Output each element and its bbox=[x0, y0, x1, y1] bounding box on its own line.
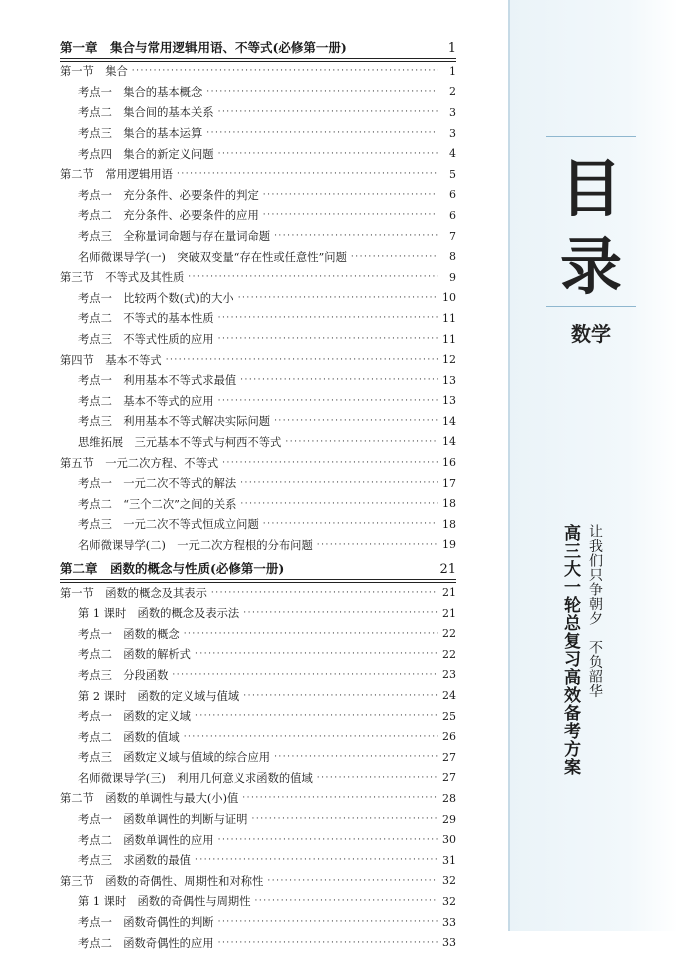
chapter-title: 第二章 函数的概念与性质(必修第一册) bbox=[60, 561, 285, 577]
chapter-rule bbox=[60, 61, 456, 62]
dot-leader bbox=[240, 375, 438, 385]
toc-entry-label: 考点二 集合间的基本关系 bbox=[78, 106, 214, 120]
chapter-rule bbox=[60, 579, 456, 580]
toc-entry-label: 考点二 函数单调性的应用 bbox=[78, 833, 214, 847]
toc-entry-label: 名师微课导学(二) 一元二次方程根的分布问题 bbox=[78, 538, 313, 552]
toc-entry-label: 考点二 不等式的基本性质 bbox=[78, 312, 214, 326]
dot-leader bbox=[177, 169, 438, 179]
dot-leader bbox=[255, 896, 438, 906]
toc-section[interactable] bbox=[60, 349, 456, 370]
toc-entry-page: 18 bbox=[442, 517, 456, 531]
dot-leader bbox=[166, 355, 438, 365]
toc-entry-page: 21 bbox=[442, 606, 456, 620]
dot-leader bbox=[218, 107, 438, 117]
dot-leader bbox=[285, 437, 438, 447]
toc-entry-page: 32 bbox=[442, 874, 456, 888]
toc-entry-page: 1 bbox=[449, 64, 456, 78]
toc-entry-label: 思维拓展 三元基本不等式与柯西不等式 bbox=[78, 435, 282, 449]
toc-entry-label: 考点一 一元二次不等式的解法 bbox=[78, 477, 237, 491]
toc-entry-page: 16 bbox=[442, 456, 456, 470]
toc-entry-page: 18 bbox=[442, 497, 456, 511]
toc-entry-page: 6 bbox=[449, 208, 456, 222]
table-of-contents bbox=[60, 34, 456, 953]
toc-entry-page: 3 bbox=[449, 105, 456, 119]
toc-subsection[interactable] bbox=[60, 932, 456, 953]
toc-subsection[interactable] bbox=[60, 829, 456, 850]
chapter-heading[interactable] bbox=[60, 34, 456, 56]
dot-leader bbox=[195, 649, 438, 659]
toc-entry-label: 考点一 函数单调性的判断与证明 bbox=[78, 813, 248, 827]
toc-entry-label: 考点三 全称量词命题与存在量词命题 bbox=[78, 230, 271, 244]
dot-leader bbox=[238, 293, 438, 303]
toc-entry-page: 31 bbox=[442, 853, 456, 867]
chapter-rule bbox=[60, 58, 456, 59]
toc-entry-page: 8 bbox=[449, 250, 456, 264]
dot-leader bbox=[317, 540, 438, 550]
dot-leader bbox=[218, 334, 438, 344]
toc-subsection[interactable] bbox=[60, 185, 456, 206]
toc-entry-label: 考点三 分段函数 bbox=[78, 668, 169, 682]
chapter-page-number: 21 bbox=[439, 562, 456, 578]
chapter-rule bbox=[60, 582, 456, 583]
toc-entry-page: 28 bbox=[442, 791, 456, 805]
toc-subsection[interactable] bbox=[60, 912, 456, 933]
toc-heading-char-2: 录 bbox=[559, 230, 622, 303]
dot-leader bbox=[274, 752, 438, 762]
chapter-title: 第一章 集合与常用逻辑用语、不等式(必修第一册) bbox=[60, 40, 347, 55]
toc-entry-label: 第 1 课时 函数的概念及表示法 bbox=[78, 607, 240, 621]
toc-entry-label: 第二节 常用逻辑用语 bbox=[60, 168, 173, 182]
dot-leader bbox=[240, 478, 438, 488]
toc-entry-page: 13 bbox=[442, 373, 456, 387]
toc-entry-page: 30 bbox=[442, 833, 456, 847]
toc-entry-page: 29 bbox=[442, 812, 456, 826]
toc-entry-label: 考点一 充分条件、必要条件的判定 bbox=[78, 188, 259, 202]
toc-subsection[interactable] bbox=[60, 226, 456, 247]
toc-entry-page: 7 bbox=[449, 229, 456, 243]
toc-entry-page: 10 bbox=[442, 291, 456, 305]
toc-entry-page: 6 bbox=[449, 188, 456, 202]
subject-label: 数学 bbox=[571, 322, 611, 346]
dot-leader bbox=[242, 793, 438, 803]
dot-leader bbox=[188, 272, 438, 282]
toc-entry-page: 21 bbox=[442, 586, 456, 600]
dot-leader bbox=[218, 835, 438, 845]
toc-entry-label: 考点一 函数奇偶性的判断 bbox=[78, 916, 214, 930]
toc-entry-page: 27 bbox=[442, 771, 456, 785]
toc-subsection[interactable] bbox=[60, 102, 456, 123]
toc-section[interactable] bbox=[60, 788, 456, 809]
toc-entry-label: 第一节 函数的概念及其表示 bbox=[60, 586, 207, 600]
dot-leader bbox=[172, 670, 438, 680]
cover-sidebar bbox=[508, 0, 678, 931]
toc-section[interactable] bbox=[60, 871, 456, 892]
toc-subsection[interactable] bbox=[60, 685, 456, 706]
toc-subsection[interactable] bbox=[60, 370, 456, 391]
toc-entry-page: 25 bbox=[442, 709, 456, 723]
toc-entry-label: 考点四 集合的新定义问题 bbox=[78, 147, 214, 161]
dot-leader bbox=[218, 917, 438, 927]
toc-section[interactable] bbox=[60, 582, 456, 603]
dot-leader bbox=[263, 519, 438, 529]
toc-subsection[interactable] bbox=[60, 623, 456, 644]
toc-entry-label: 考点一 比较两个数(式)的大小 bbox=[78, 291, 234, 305]
toc-subsection[interactable] bbox=[60, 246, 456, 267]
toc-entry-page: 24 bbox=[442, 689, 456, 703]
toc-entry-page: 3 bbox=[449, 126, 456, 140]
dot-leader bbox=[222, 458, 438, 468]
toc-subsection[interactable] bbox=[60, 726, 456, 747]
series-title: 高三大一轮总复习高效备考方案 bbox=[560, 524, 580, 776]
toc-entry-page: 22 bbox=[442, 647, 456, 661]
toc-entry-page: 32 bbox=[442, 894, 456, 908]
toc-subsection[interactable] bbox=[60, 205, 456, 226]
toc-entry-page: 13 bbox=[442, 394, 456, 408]
toc-heading bbox=[546, 150, 636, 306]
dot-leader bbox=[251, 814, 438, 824]
dot-leader bbox=[218, 938, 438, 948]
toc-subsection[interactable] bbox=[60, 391, 456, 412]
toc-entry-label: 第一节 集合 bbox=[60, 65, 128, 79]
toc-subsection[interactable] bbox=[60, 308, 456, 329]
toc-subsection[interactable] bbox=[60, 535, 456, 556]
toc-entry-page: 12 bbox=[442, 353, 456, 367]
toc-entry-label: 考点一 利用基本不等式求最值 bbox=[78, 374, 237, 388]
toc-entry-page: 4 bbox=[449, 147, 456, 161]
dot-leader bbox=[206, 128, 438, 138]
chapter-page-number: 1 bbox=[447, 41, 456, 56]
toc-section[interactable] bbox=[60, 164, 456, 185]
dot-leader bbox=[211, 588, 438, 598]
toc-entry-label: 名师微课导学(三) 利用几何意义求函数的值域 bbox=[78, 771, 313, 785]
toc-subsection[interactable] bbox=[60, 850, 456, 871]
toc-subsection[interactable] bbox=[60, 82, 456, 103]
toc-entry-page: 22 bbox=[442, 627, 456, 641]
dot-leader bbox=[263, 190, 438, 200]
toc-entry-label: 考点二 函数的值域 bbox=[78, 730, 180, 744]
dot-leader bbox=[263, 210, 438, 220]
toc-entry-label: 第四节 基本不等式 bbox=[60, 353, 162, 367]
title-rule-top bbox=[546, 136, 636, 137]
toc-subsection[interactable] bbox=[60, 411, 456, 432]
toc-section[interactable] bbox=[60, 452, 456, 473]
toc-entry-label: 第五节 一元二次方程、不等式 bbox=[60, 456, 219, 470]
toc-entry-page: 27 bbox=[442, 750, 456, 764]
sidebar-divider bbox=[508, 0, 510, 931]
dot-leader bbox=[218, 149, 438, 159]
toc-entry-label: 名师微课导学(一) 突破双变量“存在性或任意性”问题 bbox=[78, 250, 347, 264]
toc-subsection[interactable] bbox=[60, 514, 456, 535]
toc-subsection[interactable] bbox=[60, 432, 456, 453]
toc-entry-label: 考点三 利用基本不等式解决实际问题 bbox=[78, 415, 271, 429]
toc-entry-label: 第 1 课时 函数的奇偶性与周期性 bbox=[78, 895, 251, 909]
toc-entry-label: 考点三 函数定义域与值域的综合应用 bbox=[78, 751, 271, 765]
dot-leader bbox=[274, 231, 438, 241]
toc-entry-label: 第三节 函数的奇偶性、周期性和对称性 bbox=[60, 874, 264, 888]
toc-entry-label: 考点三 求函数的最值 bbox=[78, 854, 191, 868]
dot-leader bbox=[218, 313, 438, 323]
toc-entry-page: 26 bbox=[442, 730, 456, 744]
toc-subsection[interactable] bbox=[60, 329, 456, 350]
toc-heading-char-1: 目 bbox=[559, 152, 622, 225]
dot-leader bbox=[267, 876, 438, 886]
toc-entry-label: 考点二 函数奇偶性的应用 bbox=[78, 936, 214, 950]
toc-subsection[interactable] bbox=[60, 493, 456, 514]
dot-leader bbox=[195, 855, 438, 865]
toc-entry-label: 考点三 不等式性质的应用 bbox=[78, 333, 214, 347]
toc-subsection[interactable] bbox=[60, 747, 456, 768]
toc-section[interactable] bbox=[60, 267, 456, 288]
toc-entry-page: 17 bbox=[442, 476, 456, 490]
toc-subsection[interactable] bbox=[60, 123, 456, 144]
dot-leader bbox=[132, 66, 438, 76]
toc-entry-label: 考点三 集合的基本运算 bbox=[78, 127, 203, 141]
dot-leader bbox=[184, 629, 438, 639]
toc-subsection[interactable] bbox=[60, 768, 456, 789]
toc-entry-label: 考点二 函数的解析式 bbox=[78, 648, 191, 662]
toc-entry-page: 5 bbox=[449, 167, 456, 181]
title-rule-bottom bbox=[546, 306, 636, 307]
toc-entry-page: 11 bbox=[442, 332, 456, 346]
dot-leader bbox=[184, 732, 438, 742]
toc-entry-label: 考点二 基本不等式的应用 bbox=[78, 394, 214, 408]
toc-entry-label: 考点三 一元二次不等式恒成立问题 bbox=[78, 518, 259, 532]
dot-leader bbox=[274, 416, 438, 426]
toc-entry-page: 9 bbox=[449, 270, 456, 284]
dot-leader bbox=[243, 608, 438, 618]
slogan: 让我们只争朝夕 不负韶华 bbox=[587, 524, 603, 698]
toc-subsection[interactable] bbox=[60, 665, 456, 686]
toc-entry-label: 考点一 函数的定义域 bbox=[78, 710, 191, 724]
chapter-heading[interactable] bbox=[60, 555, 456, 577]
dot-leader bbox=[195, 711, 438, 721]
toc-entry-page: 33 bbox=[442, 936, 456, 950]
dot-leader bbox=[218, 396, 438, 406]
dot-leader bbox=[351, 252, 438, 262]
toc-entry-page: 14 bbox=[442, 414, 456, 428]
toc-entry-label: 第三节 不等式及其性质 bbox=[60, 271, 185, 285]
toc-entry-label: 第二节 函数的单调性与最大(小)值 bbox=[60, 792, 239, 806]
toc-entry-label: 考点二 “三个二次”之间的关系 bbox=[78, 497, 237, 511]
toc-entry-label: 考点二 充分条件、必要条件的应用 bbox=[78, 209, 259, 223]
toc-entry-page: 33 bbox=[442, 915, 456, 929]
toc-entry-page: 19 bbox=[442, 538, 456, 552]
toc-subsection[interactable] bbox=[60, 603, 456, 624]
toc-subsection[interactable] bbox=[60, 706, 456, 727]
toc-subsection[interactable] bbox=[60, 473, 456, 494]
toc-subsection[interactable] bbox=[60, 288, 456, 309]
toc-subsection[interactable] bbox=[60, 644, 456, 665]
dot-leader bbox=[240, 499, 438, 509]
toc-subsection[interactable] bbox=[60, 143, 456, 164]
dot-leader bbox=[243, 691, 438, 701]
toc-entry-page: 23 bbox=[442, 668, 456, 682]
toc-entry-page: 11 bbox=[442, 311, 456, 325]
toc-subsection[interactable] bbox=[60, 809, 456, 830]
toc-entry-page: 2 bbox=[449, 85, 456, 99]
toc-subsection[interactable] bbox=[60, 891, 456, 912]
dot-leader bbox=[317, 773, 438, 783]
dot-leader bbox=[206, 87, 438, 97]
toc-section[interactable] bbox=[60, 61, 456, 82]
toc-entry-label: 考点一 函数的概念 bbox=[78, 627, 180, 641]
toc-entry-page: 14 bbox=[442, 435, 456, 449]
toc-entry-label: 第 2 课时 函数的定义域与值域 bbox=[78, 689, 240, 703]
toc-entry-label: 考点一 集合的基本概念 bbox=[78, 85, 203, 99]
